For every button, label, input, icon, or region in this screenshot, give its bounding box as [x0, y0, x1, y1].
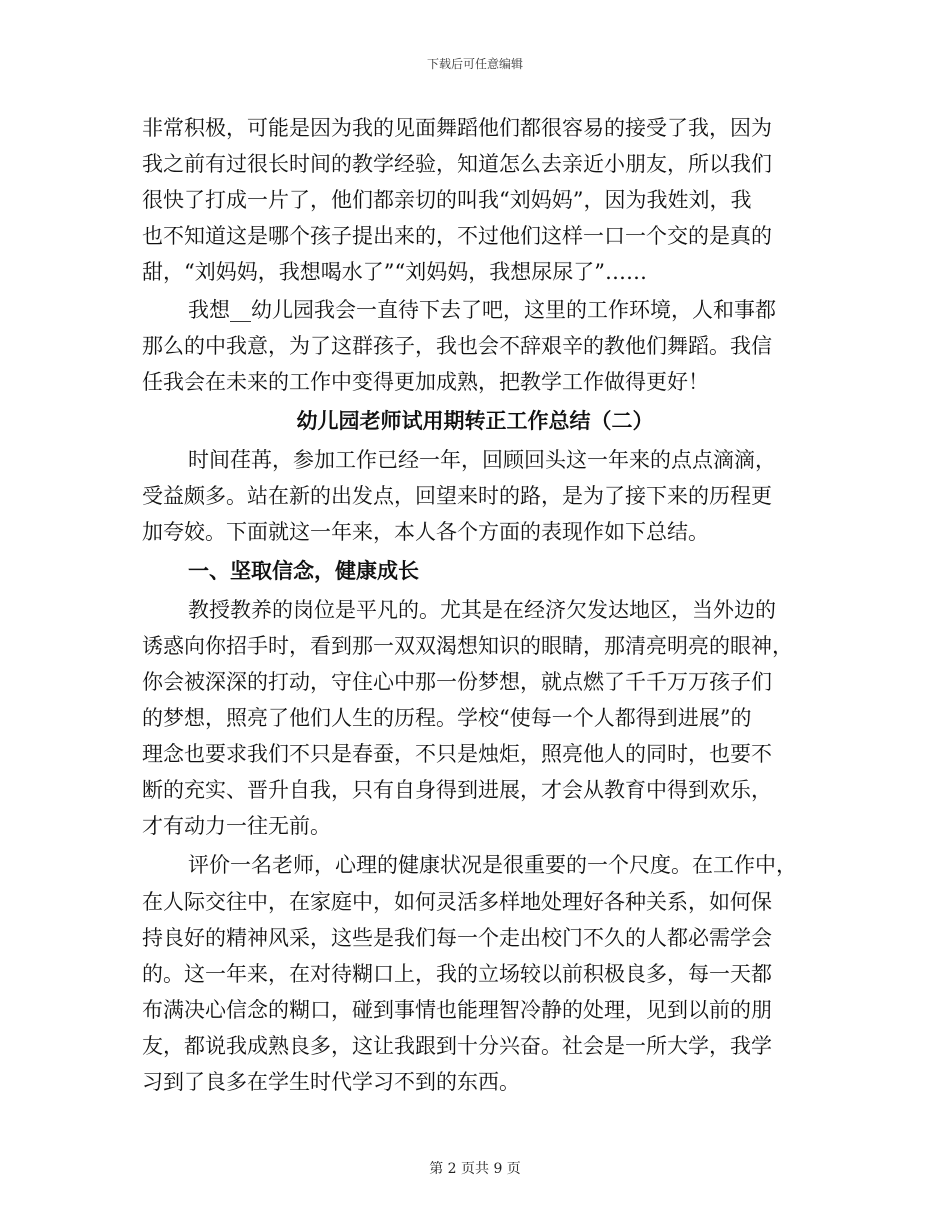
- body-line: 断的充实、晋升自我，只有自身得到进展，才会从教育中得到欢乐，: [142, 778, 772, 802]
- body-line: 诱惑向你招手时，看到那一双双渴想知识的眼睛，那清亮明亮的眼神，: [142, 634, 793, 658]
- body-line: 在人际交往中，在家庭中，如何灵活多样地处理好各种关系，如何保: [142, 890, 772, 914]
- body-line: 那么的中我意，为了这群孩子，我也会不辞艰辛的教他们舞蹈。我信: [142, 334, 772, 358]
- body-line: 的梦想，照亮了他们人生的历程。学校“使每一个人都得到进展”的: [142, 706, 752, 730]
- body-line: 很快了打成一片了，他们都亲切的叫我“刘妈妈”，因为我姓刘，我: [142, 188, 752, 212]
- body-line: 任我会在未来的工作中变得更加成熟，把教学工作做得更好！: [142, 370, 709, 394]
- body-line: 友，都说我成熟良多，这让我跟到十分兴奋。社会是一所大学，我学: [142, 1034, 772, 1058]
- paragraph-first-line: 时间荏苒，参加工作已经一年，回顾回头这一年来的点点滴滴，: [188, 448, 776, 472]
- body-line: 的。这一年来，在对待糊口上，我的立场较以前积极良多，每一天都: [142, 962, 772, 986]
- subsection-heading: 一、坚取信念，健康成长: [188, 558, 419, 583]
- section-title: 幼儿园老师试用期转正工作总结（二）: [296, 408, 654, 433]
- body-line: 你会被深深的打动，守住心中那一份梦想，就点燃了千千万万孩子们: [142, 670, 772, 694]
- page-header: 下载后可任意编辑: [426, 57, 523, 71]
- body-line: 才有动力一往无前。: [142, 814, 331, 838]
- body-line: 布满决心信念的糊口，碰到事情也能理智冷静的处理，见到以前的朋: [142, 998, 772, 1022]
- body-line: 非常积极，可能是因为我的见面舞蹈他们都很容易的接受了我，因为: [142, 116, 772, 140]
- body-line: 也不知道这是哪个孩子提出来的，不过他们这样一口一个交的是真的: [142, 224, 772, 248]
- body-line: 习到了良多在学生时代学习不到的东西。: [142, 1070, 520, 1094]
- body-line: 我之前有过很长时间的教学经验，知道怎么去亲近小朋友，所以我们: [142, 152, 772, 176]
- page-number: 第 2 页共 9 页: [429, 1161, 521, 1177]
- body-line: 加夸姣。下面就这一年来，本人各个方面的表现作如下总结。: [142, 520, 709, 544]
- body-line: 甜，“刘妈妈，我想喝水了”“刘妈妈，我想尿尿了”……: [142, 260, 647, 284]
- paragraph-first-line: 我想__幼儿园我会一直待下去了吧，这里的工作环境，人和事都: [188, 298, 776, 322]
- paragraph-first-line: 评价一名老师，心理的健康状况是很重要的一个尺度。在工作中，: [188, 853, 797, 877]
- paragraph-first-line: 教授教养的岗位是平凡的。尤其是在经济欠发达地区，当外边的: [188, 598, 776, 622]
- body-line: 受益颇多。站在新的出发点，回望来时的路，是为了接下来的历程更: [142, 484, 772, 508]
- body-line: 持良好的精神风采，这些是我们每一个走出校门不久的人都必需学会: [142, 926, 772, 950]
- body-line: 理念也要求我们不只是春蚕，不只是烛炬，照亮他人的同时，也要不: [142, 742, 772, 766]
